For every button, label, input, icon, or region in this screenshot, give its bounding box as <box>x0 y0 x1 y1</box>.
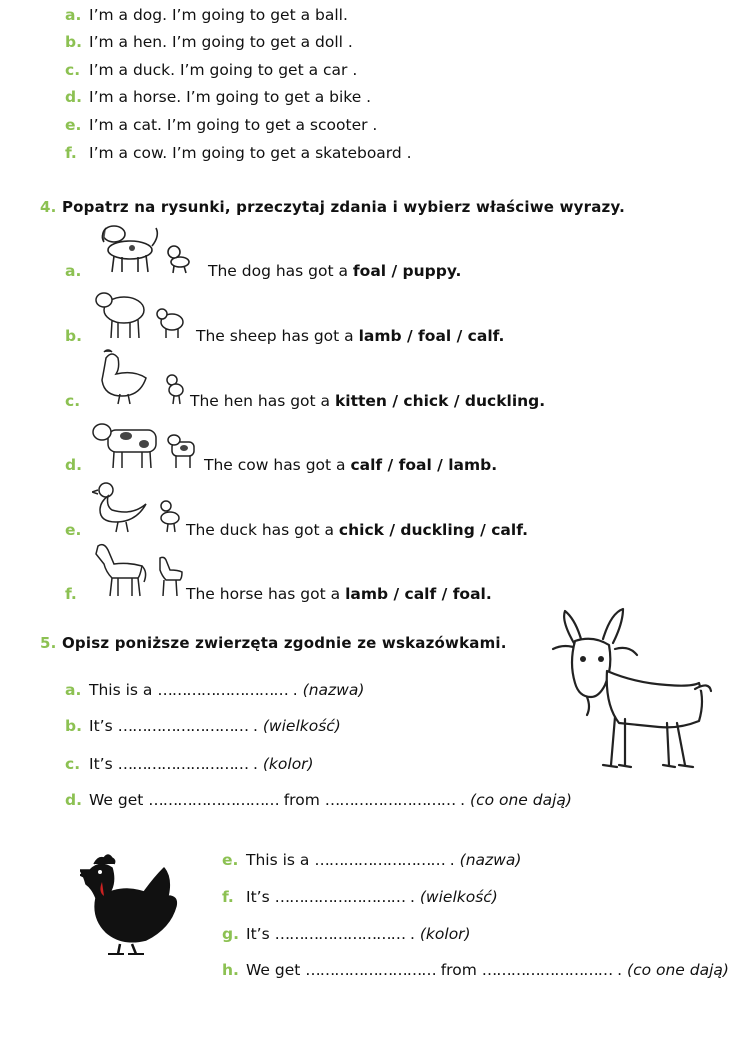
item-letter: g. <box>222 925 239 943</box>
item-letter: e. <box>65 521 82 539</box>
sentence-prefix: The dog has got a <box>208 262 353 280</box>
answer-options[interactable]: foal / puppy <box>352 262 456 280</box>
list-item <box>65 32 353 52</box>
line-text: It’s <box>246 888 270 906</box>
item-letter: c. <box>65 61 81 79</box>
cow-calf-icon <box>90 416 202 472</box>
sentence-end: . <box>485 585 492 603</box>
item-text: I’m a duck. I’m going to get a car . <box>89 61 358 79</box>
duck-duckling-icon <box>92 478 184 536</box>
item-text: I’m a cow. I’m going to get a skateboard . <box>89 144 412 162</box>
item-text: I’m a dog. I’m going to get a ball. <box>89 6 348 24</box>
list-item <box>65 143 412 163</box>
goat-icon <box>545 605 720 780</box>
section5-header <box>40 634 507 652</box>
sentence-end: . <box>498 327 505 345</box>
item-letter: c. <box>65 392 81 410</box>
section-number: 5. <box>40 634 57 652</box>
line-text: This is a <box>89 681 153 699</box>
hint-text: (wielkość) <box>419 888 498 906</box>
hen-color-line: g. It’s ……………………… . (kolor) <box>222 925 471 943</box>
sentence-end: . <box>522 521 528 539</box>
answer-blank[interactable]: ……………………… <box>481 961 613 979</box>
answer-options[interactable]: chick / duckling / calf <box>338 521 523 539</box>
item-letter: d. <box>65 456 82 474</box>
answer-blank[interactable]: ……………………… <box>117 755 249 773</box>
answer-blank[interactable]: ……………………… <box>157 681 288 699</box>
answer-blank[interactable]: ……………………… <box>324 791 456 809</box>
answer-options[interactable]: lamb / foal / calf <box>358 327 499 345</box>
goat-size-line: b. It’s ……………………… . (wielkość) <box>65 717 341 735</box>
hen-name-line: e. This is a ……………………… . (nazwa) <box>222 851 522 869</box>
section-title: Popatrz na rysunki, przeczytaj zdania i wybierz właściwe wyrazy. <box>61 198 625 216</box>
hint-text: (nazwa) <box>302 681 365 699</box>
goat-color-line: c. It’s ……………………… . (kolor) <box>65 755 314 773</box>
section-title: Opisz poniższe zwierzęta zgodnie ze wskazówkami. <box>61 634 507 652</box>
sentence-end: . <box>491 456 498 474</box>
hen-size-line: f. It’s ……………………… . (wielkość) <box>222 888 498 906</box>
item-text: I’m a horse. I’m going to get a bike . <box>89 88 372 106</box>
line-text: from <box>283 791 320 809</box>
section4-header <box>40 198 625 216</box>
answer-options[interactable]: calf / foal / lamb <box>350 456 492 474</box>
horse-foal-icon <box>90 540 186 600</box>
exercise-sentence <box>208 262 461 280</box>
line-text: This is a <box>246 851 310 869</box>
sheep-lamb-icon <box>90 286 192 342</box>
item-letter: f. <box>222 888 234 906</box>
list-item <box>65 5 348 25</box>
item-letter: e. <box>222 851 239 869</box>
answer-blank[interactable]: ……………………… <box>274 888 406 906</box>
exercise-sentence <box>186 521 528 539</box>
list-item <box>65 60 357 80</box>
hint-text: (co one dają) <box>627 961 729 979</box>
answer-blank[interactable]: ……………………… <box>117 717 249 735</box>
exercise-sentence <box>190 392 545 410</box>
hint-text: (kolor) <box>419 925 471 943</box>
item-letter: f. <box>65 585 77 603</box>
goat-product-line: d. We get ……………………… from ……………………… . (co one dają) <box>65 791 572 809</box>
answer-options[interactable]: kitten / chick / duckling <box>334 392 540 410</box>
item-letter: a. <box>65 262 82 280</box>
item-letter: c. <box>65 755 81 773</box>
hen-product-line: h. We get ……………………… from ……………………… . (co one dają) <box>222 961 729 979</box>
line-text: We get <box>246 961 301 979</box>
black-hen-icon <box>80 852 188 962</box>
exercise-sentence <box>204 456 497 474</box>
answer-blank[interactable]: ……………………… <box>305 961 436 979</box>
list-item <box>65 115 377 135</box>
item-letter: f. <box>65 144 77 162</box>
line-text: It’s <box>89 717 113 735</box>
exercise-sentence <box>196 327 504 345</box>
sentence-prefix: The cow has got a <box>204 456 351 474</box>
item-letter: d. <box>65 88 82 106</box>
item-text: I’m a cat. I’m going to get a scooter . <box>89 116 378 134</box>
item-letter: e. <box>65 116 82 134</box>
sentence-end: . <box>455 262 462 280</box>
item-letter: d. <box>65 791 82 809</box>
answer-blank[interactable]: ……………………… <box>274 925 406 943</box>
dog-puppy-icon <box>92 220 204 276</box>
item-letter: b. <box>65 717 82 735</box>
hint-text: (wielkość) <box>262 717 341 735</box>
sentence-prefix: The sheep has got a <box>196 327 359 345</box>
sentence-prefix: The hen has got a <box>190 392 335 410</box>
exercise-sentence <box>186 585 492 603</box>
item-letter: b. <box>65 33 82 51</box>
answer-blank[interactable]: ……………………… <box>148 791 279 809</box>
sentence-end: . <box>539 392 546 410</box>
line-text: It’s <box>89 755 113 773</box>
answer-blank[interactable]: ……………………… <box>314 851 445 869</box>
item-letter: a. <box>65 6 82 24</box>
item-letter: a. <box>65 681 82 699</box>
line-text: We get <box>89 791 144 809</box>
hen-chick-icon <box>96 348 188 408</box>
goat-name-line: a. This is a ……………………… . (nazwa) <box>65 681 365 699</box>
answer-options[interactable]: lamb / calf / foal <box>345 585 486 603</box>
item-letter: b. <box>65 327 82 345</box>
sentence-prefix: The duck has got a <box>186 521 339 539</box>
list-item <box>65 87 371 107</box>
hint-text: (nazwa) <box>459 851 522 869</box>
line-text: It’s <box>246 925 270 943</box>
section-number: 4. <box>40 198 57 216</box>
hint-text: (kolor) <box>262 755 314 773</box>
sentence-prefix: The horse has got a <box>186 585 346 603</box>
item-text: I’m a hen. I’m going to get a doll . <box>89 33 353 51</box>
item-letter: h. <box>222 961 239 979</box>
hint-text: (co one dają) <box>470 791 572 809</box>
line-text: from <box>440 961 477 979</box>
